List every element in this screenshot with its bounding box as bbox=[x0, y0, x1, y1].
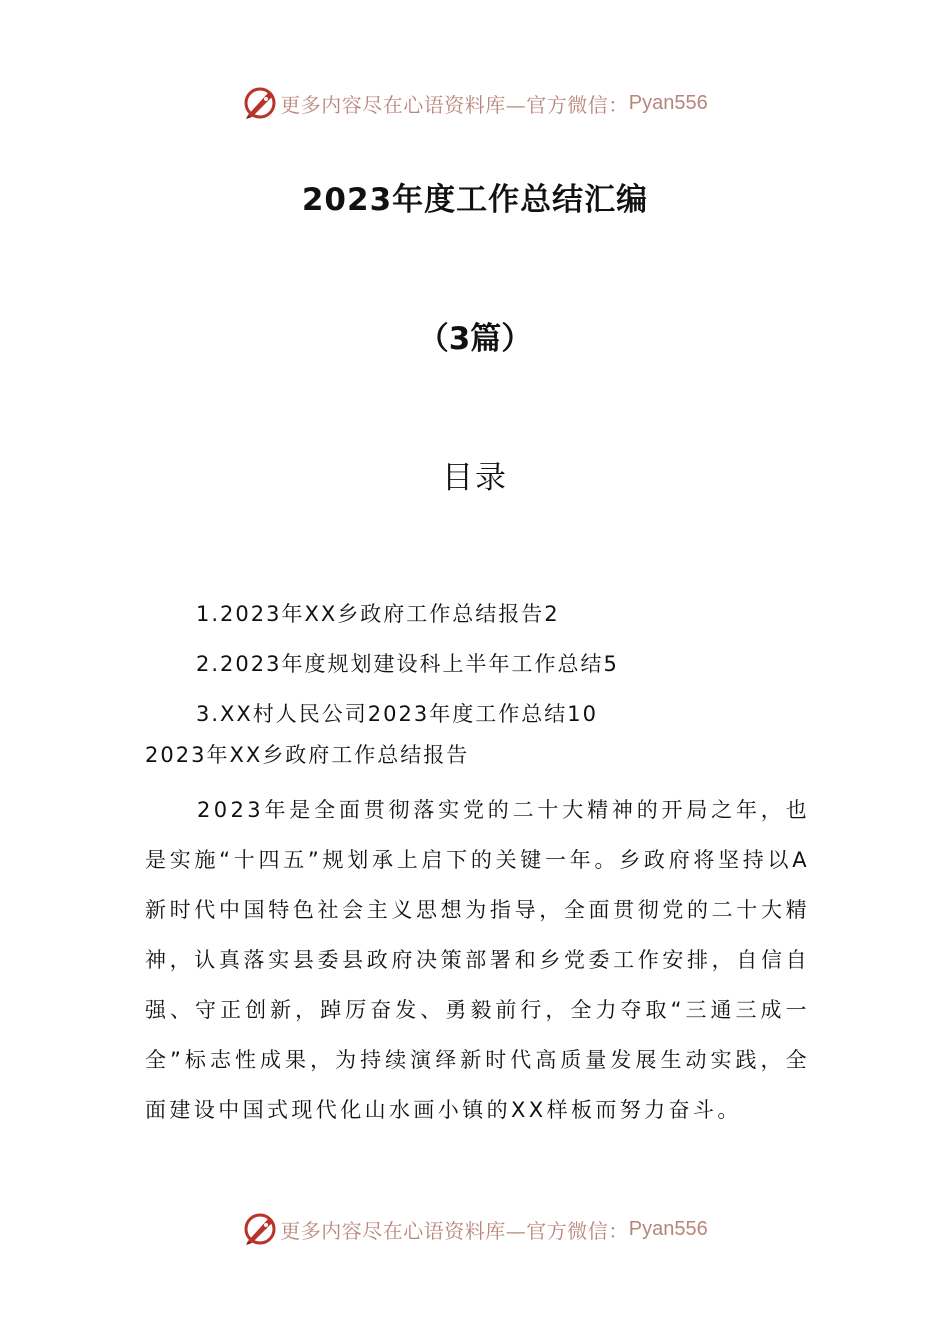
document-title: 2023年度工作总结汇编 bbox=[301, 182, 649, 218]
pen-logo-icon bbox=[242, 1211, 278, 1247]
watermark-wechat-id: Pyan556 bbox=[628, 1217, 708, 1240]
watermark-banner-bottom bbox=[0, 1207, 950, 1251]
toc-heading: 目录 bbox=[442, 460, 508, 496]
section-heading: 2023年XX乡政府工作总结报告 bbox=[145, 743, 470, 767]
watermark-wechat-id: Pyan556 bbox=[628, 91, 708, 114]
toc-item: 2.2023年度规划建设科上半年工作总结5 bbox=[196, 652, 619, 676]
watermark-banner-top bbox=[0, 81, 950, 125]
document-subtitle: （3篇） bbox=[417, 321, 533, 357]
body-paragraph: 2023年是全面贯彻落实党的二十大精神的开局之年，也是实施“十四五”规划承上启下的关键一年。乡政府将坚持以A新时代中国特色社会主义思想为指导，全面贯彻党的二十大精神，认真落实县委县政府决策部署和乡党委工作安排，自信自强、守正创新，踔厉奋发、勇毅前行，全力夺取“三通三成一全”标志性成果，为持续演绎新时代高质量发展生动实践，全面建设中国式现代化山水画小镇的XX样板而努力奋斗。 bbox=[145, 798, 810, 1122]
watermark-text: 更多内容尽在心语资料库—官方微信： bbox=[280, 92, 629, 117]
pen-logo-icon bbox=[242, 85, 278, 121]
table-of-contents bbox=[196, 589, 619, 739]
toc-item: 3.XX村人民公司2023年度工作总结10 bbox=[196, 702, 598, 726]
watermark-text: 更多内容尽在心语资料库—官方微信： bbox=[280, 1218, 629, 1243]
toc-item: 1.2023年XX乡政府工作总结报告2 bbox=[196, 602, 560, 626]
